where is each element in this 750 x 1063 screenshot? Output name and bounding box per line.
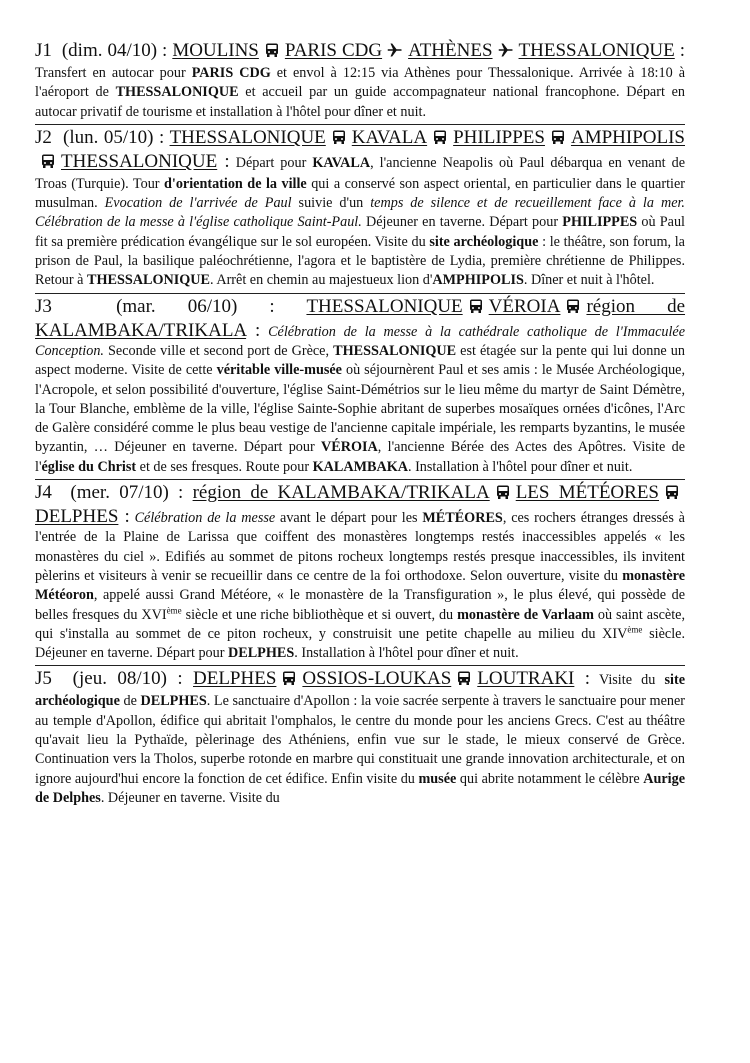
route — [172, 40, 674, 61]
day-section — [35, 293, 685, 477]
route-stop: THESSALONIQUE — [169, 126, 326, 148]
route-stop: région de KALAMBAKA/TRIKALA — [192, 482, 490, 504]
route-stop: MOULINS — [172, 40, 259, 61]
bold-text: DELPHES — [228, 645, 295, 662]
day-label: J2 — [35, 126, 52, 148]
italic-text: temps de silence et de recueillement face à la mer. Célébration de la messe à l'église catholique Saint-Paul. — [35, 195, 685, 231]
route-stop: VÉROIA — [488, 295, 561, 317]
bold-text: VÉROIA — [321, 439, 378, 456]
bus-icon — [468, 298, 484, 320]
day-date: (lun. 05/10) : — [63, 126, 165, 148]
bold-text: d'orientation de la ville — [164, 175, 307, 192]
bus-icon — [264, 42, 280, 64]
day-section — [35, 479, 685, 663]
bus-icon — [664, 484, 680, 506]
route-colon: : — [246, 319, 261, 341]
day-date: (mar. 06/10) : — [116, 295, 275, 317]
day-label: J4 — [35, 482, 52, 504]
route-stop: PHILIPPES — [453, 126, 545, 148]
route-colon: : — [118, 506, 130, 528]
body-text: qui abrite notamment le célèbre — [456, 770, 644, 787]
day-section — [35, 665, 685, 808]
day-date: (jeu. 08/10) : — [72, 668, 183, 690]
body-text: Déjeuner en taverne. Départ pour — [361, 214, 563, 231]
bold-text: KAVALA — [312, 154, 371, 171]
body-text: . Dîner et nuit à l'hôtel. — [523, 272, 655, 289]
bus-icon — [565, 298, 581, 320]
route-stop: ATHÈNES — [408, 40, 493, 61]
bus-icon — [281, 670, 297, 692]
bus-icon — [456, 670, 472, 692]
route-stop: THESSALONIQUE — [306, 295, 463, 317]
body-text: siècle. Déjeuner en taverne. Départ pour — [35, 625, 685, 662]
bold-text: KALAMBAKA — [312, 458, 408, 475]
plane-icon — [498, 42, 514, 64]
body-text: . Installation à l'hôtel pour dîner et nuit. — [294, 645, 519, 662]
day-label: J1 — [35, 40, 52, 61]
italic-text: Célébration de la messe — [134, 510, 276, 527]
day-label: J5 — [35, 668, 52, 690]
body-text: qui a conservé son aspect oriental, en particulier dans le quartier musulman. — [35, 175, 685, 212]
body-text: et envol à 12:15 via Athènes pour Thessalonique. Arrivée à 18:10 à l'aéroport de — [35, 65, 685, 101]
route-stop: OSSIOS-LOUKAS — [302, 668, 452, 690]
body-text: , l'ancienne Bérée des Actes des Apôtres. Visite de l' — [35, 439, 685, 475]
body-text: suivie d'un — [291, 195, 371, 212]
body-text: de — [119, 693, 141, 710]
day-date: (mer. 07/10) : — [70, 482, 184, 504]
bus-icon — [432, 129, 448, 151]
bus-icon — [550, 129, 566, 151]
bold-text: PARIS CDG — [191, 65, 271, 81]
route-stop: LES MÉTÉORES — [515, 482, 660, 504]
day-label: J3 — [35, 295, 52, 317]
day-date: (dim. 04/10) : — [61, 40, 168, 61]
bold-text: Aurige de Delphes — [35, 770, 685, 806]
bold-text: monastère de Varlaam — [457, 606, 594, 623]
bus-icon — [331, 129, 347, 151]
italic-text: Célébration de la messe à la cathédrale catholique de l'Immaculée Conception. — [35, 323, 685, 359]
body-text: et de ses fresques. Route pour — [136, 458, 313, 475]
bold-text: THESSALONIQUE — [115, 84, 239, 101]
itinerary-document — [35, 40, 685, 810]
body-text: . Déjeuner en taverne. Visite du — [100, 789, 280, 806]
day-header — [35, 668, 590, 689]
route — [193, 668, 574, 689]
body-text — [260, 324, 268, 340]
route-stop: DELPHES — [193, 668, 277, 690]
italic-text: Evocation de l'arrivée de Paul — [104, 195, 292, 212]
day-header — [35, 40, 685, 61]
route-colon: : — [674, 40, 686, 61]
route-stop: PARIS CDG — [284, 40, 383, 61]
route-colon: : — [217, 150, 230, 172]
body-text: et accueil par un guide accompagnateur national francophone. Départ en autocar privatif de tourisme et installation à l'hôtel pour dîner et nuit. — [35, 84, 685, 120]
route-stop: région de KALAMBAKA/TRIKALA — [35, 295, 686, 341]
route-stop: KAVALA — [351, 126, 428, 148]
day-section — [35, 124, 685, 291]
body-text: avant le départ pour les — [275, 510, 423, 527]
body-text: , l'ancienne Neapolis où Paul débarqua en venant de Troas (Turquie). Tour — [35, 154, 686, 192]
route-stop: THESSALONIQUE — [61, 150, 218, 172]
body-text: : le théâtre, son forum, la prison de Paul, la basilique paléochrétienne, l'agora et le baptistère de Lydia, première chrétienne de Philippes. Retour à — [35, 233, 685, 289]
bold-text: THESSALONIQUE — [333, 342, 457, 359]
body-text: Départ pour — [229, 154, 313, 171]
bold-text: THESSALONIQUE — [87, 272, 211, 289]
route-stop: AMPHIPOLIS — [570, 126, 685, 148]
bold-text: véritable ville-musée — [216, 362, 342, 379]
route-stop: LOUTRAKI — [477, 668, 575, 690]
route-colon: : — [574, 668, 591, 690]
bold-text: église du Christ — [41, 458, 137, 475]
body-text: . Installation à l'hôtel pour dîner et nuit. — [407, 458, 633, 475]
superscript: ème — [627, 624, 643, 635]
body-text: Transfert en autocar pour — [35, 65, 192, 81]
bus-icon — [495, 484, 511, 506]
body-text: Seconde ville et second port de Grèce, — [103, 342, 334, 359]
bold-text: site archéologique — [429, 233, 539, 250]
body-text: , appelé aussi Grand Météore, « le monastère de la Transfiguration », le plus élevé, qui possède de belles fresques du XVI — [35, 587, 685, 623]
body-text: , ces rochers étranges dressés à l'entrée de la Plaine de Larissa que coiffent des monastères longtemps restés inaccessibles appelés « les monastères du ciel ». Edifiés au sommet de pitons rocheux longtemps restés presque inaccessibles, ils invitent pèlerins et visiteurs à venir se recueillir dans ce centre de la foi orthodoxe. Selon ouverture, visite du — [35, 510, 685, 584]
bold-text: musée — [418, 770, 457, 787]
body-text: où saint ascète, qui s'installa au sommet de ce piton rocheux, y construisit une petite chapelle au milieu du XIV — [35, 606, 685, 642]
day-section — [35, 40, 685, 122]
body-text: siècle et une riche bibliothèque et si ouvert, du — [181, 606, 458, 623]
bus-icon — [40, 153, 56, 175]
bold-text: monastère Météoron — [35, 567, 685, 604]
route-stop: THESSALONIQUE — [518, 40, 675, 61]
bold-text: DELPHES — [140, 693, 207, 710]
body-text: est étagée sur la pente qui lui donne un aspect moderne. Visite de cette — [35, 342, 685, 379]
plane-icon — [387, 42, 403, 64]
body-text: Visite du — [590, 672, 665, 689]
body-text: . Le sanctuaire d'Apollon : la voie sacrée serpente à travers le sanctuaire pour mener au temple d'Apollon, édifice qui abritait l'omphalos, le centre du monde pour les anciens Grecs. C'est au théâtre qu'avait lieu la Pythaïde, pèlerinage des Athéniens, enfin vue sur le stade, le mieux conservé de Grèce. Continuation vers la Tholos, superbe rotonde en marbre qui constituait une grande innovation architecturale, et on ignore aujourd'hui encore la fonction de cet édifice. Enfin visite du — [35, 693, 685, 787]
bold-text: AMPHIPOLIS — [432, 272, 524, 289]
route-stop: DELPHES — [35, 506, 119, 528]
body-text: où Paul fit sa première prédication évangélique sur le sol européen. Visite du — [35, 214, 686, 250]
superscript: ème — [166, 604, 182, 615]
bold-text: MÉTÉORES — [422, 510, 503, 527]
body-text: . Arrêt en chemin au majestueux lion d' — [210, 272, 433, 289]
body-text: où séjournèrent Paul et ses amis : le Musée Archéologique, l'Acropole, et selon possibilité d'ouverture, l'église Saint-Démétrios sur le lieu même du martyr de Saint Démètre, la Tour Blanche, emblème de la ville, l'église Sainte-Sophie abritant de superbes mosaïques ornées d'icônes, l'Arc de Galère considéré comme le plus beau vestige de l'ancienne capitale impériale, les remparts byzantins, le musée byzantin, … Déjeuner en taverne. Départ pour — [35, 362, 686, 456]
bold-text: PHILIPPES — [562, 214, 638, 231]
bold-text: site archéologique — [35, 672, 686, 710]
